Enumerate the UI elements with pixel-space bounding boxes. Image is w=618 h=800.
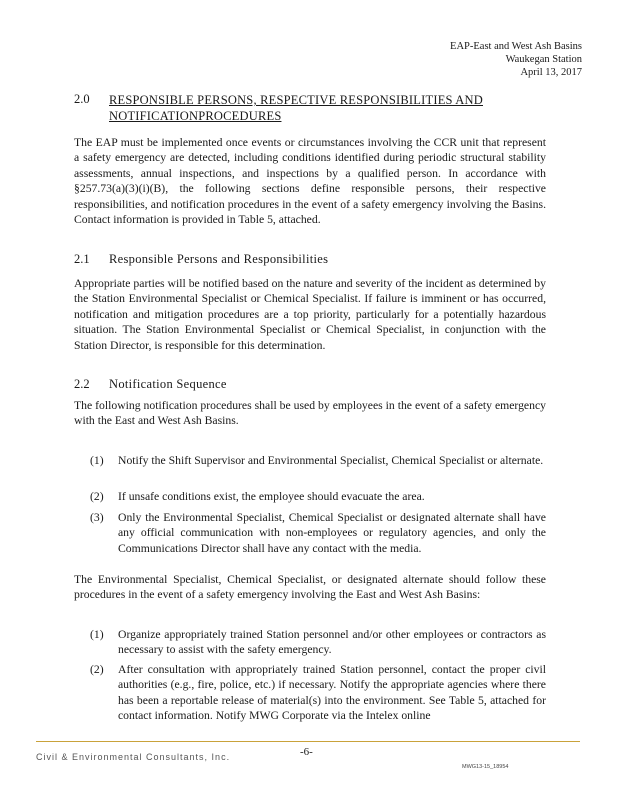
page-number: -6- [300,746,313,758]
section-number: 2.2 [74,377,90,391]
procedures-intro-paragraph: The Environmental Specialist, Chemical Specialist, or designated alternate should follow these procedures in the event of a safety emergency involving the East and West Ash Basins: [74,573,546,602]
list-item-text: Organize appropriately trained Station personnel and/or other employees or contractors as necessary to assist with the safety emergency. [118,628,546,657]
list-item-number: (2) [90,490,104,503]
section-2-2-intro: The following notification procedures shall be used by employees in the event of a safety emergency with the East and West Ash Basins. [74,399,546,428]
list-item-number: (1) [90,628,104,641]
section-title: RESPONSIBLE PERSONS, RESPECTIVE RESPONSIBILITIES AND NOTIFICATIONPROCEDURES [109,93,483,123]
header-date: April 13, 2017 [520,67,582,78]
document-header [450,40,582,79]
list-item-text: After consultation with appropriately trained Station personnel, contact the proper civil authorities (e.g., fire, police, etc.) if necessary. Notify the appropriate agencies where there has been a reportable release of material(s) into the environment. See Table 5, attached for contact information. Notify MWG Corporate via the Intelex online [118,663,546,723]
list-item-number: (2) [90,663,104,676]
list-item-text: Only the Environmental Specialist, Chemical Specialist or designated alternate shall have any official communication with non-employees or regulatory agencies, and only the Communications Director shall have any contact with the media. [118,511,546,555]
header-plan-name: EAP-East and West Ash Basins [450,41,582,52]
list-item-number: (3) [90,511,104,524]
section-2-1-paragraph: Appropriate parties will be notified based on the nature and severity of the incident as determined by the Station Environmental Specialist or Chemical Specialist. If failure is imminent or has occurred, notification and mitigation procedures are a top priority, particularly for a potentially hazardous situation. The Station Environmental Specialist or Chemical Specialist, in conjunction with the Station Director, is responsible for this determination. [74,277,546,352]
section-2-0-paragraph: The EAP must be implemented once events or circumstances involving the CCR unit that represent a safety emergency are detected, including conditions identified during periodic structural stability assessments, annual inspections, and inspections by a qualified person. In accordance with §257.73(a)(3)(i)(B), the following sections define responsible persons, their respective responsibilities, and notification procedures in the event of a safety emergency involving the Basins. Contact information is provided in Table 5, attached. [74,136,546,227]
header-station: Waukegan Station [505,54,582,65]
section-number: 2.0 [74,92,90,106]
list-item-text: If unsafe conditions exist, the employee should evacuate the area. [118,490,425,503]
section-number: 2.1 [74,252,90,266]
section-title: Notification Sequence [109,377,227,391]
list-item-number: (1) [90,454,104,467]
footer-firm-name: Civil & Environmental Consultants, Inc. [36,752,231,762]
footer-divider [36,741,580,742]
document-code: MWG13-15_18954 [462,764,509,770]
section-title: Responsible Persons and Responsibilities [109,252,329,266]
list-item-text: Notify the Shift Supervisor and Environmental Specialist, Chemical Specialist or alternate. [118,454,544,467]
